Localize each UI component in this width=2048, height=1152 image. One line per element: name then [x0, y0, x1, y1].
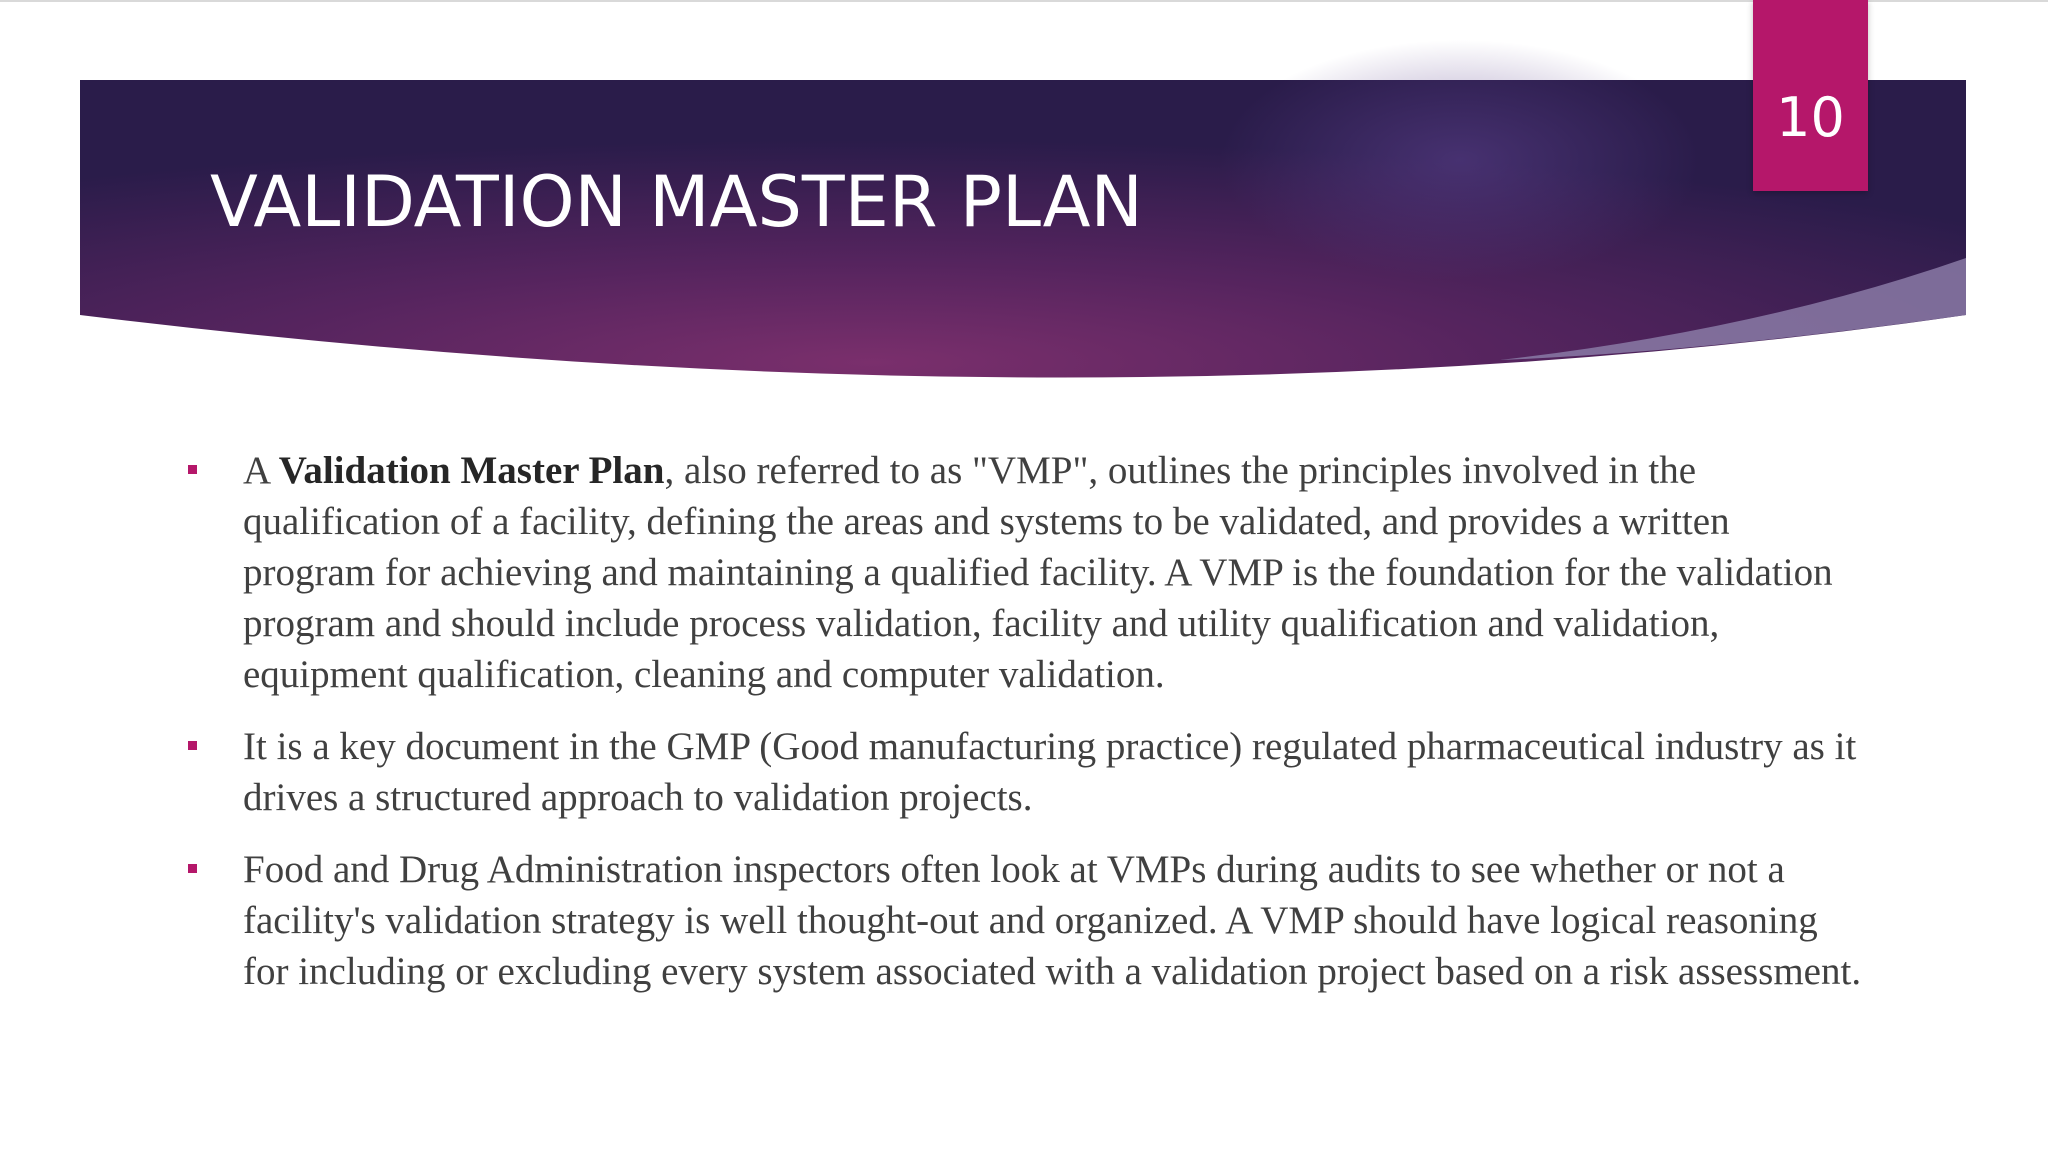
bullet-lead: A [243, 449, 279, 492]
bullet-item [186, 844, 1866, 997]
bullet-bold-term: Validation Master Plan [278, 449, 665, 492]
bullet-text: Food and Drug Administration inspectors often look at VMPs during audits to see whether or not a facility's validation strategy is well thought-out and organized. A VMP should have logical reasoning for including or excluding every system associated with a validation project based on a risk assessment. [243, 848, 1862, 993]
slide-title: VALIDATION MASTER PLAN [210, 161, 1143, 243]
slide-number: 10 [1776, 86, 1845, 149]
bullet-text: , also referred to as "VMP", outlines the principles involved in the qualification of a facility, defining the areas and systems to be validated, and provides a written program for achieving and maintaining a qualified facility. A VMP is the foundation for the validation program and should include process validation, facility and utility qualification and validation, equipment qualification, cleaning and computer validation. [243, 449, 1833, 696]
bullet-square-icon [188, 465, 197, 474]
slide-number-badge [1753, 0, 1868, 191]
bullet-item [186, 445, 1866, 700]
bullet-text: It is a key document in the GMP (Good manufacturing practice) regulated pharmaceutical industry as it drives a structured approach to validation projects. [243, 725, 1857, 819]
bullet-list [186, 445, 1866, 1018]
bullet-square-icon [188, 864, 197, 873]
bullet-square-icon [188, 741, 197, 750]
bullet-item [186, 721, 1866, 823]
